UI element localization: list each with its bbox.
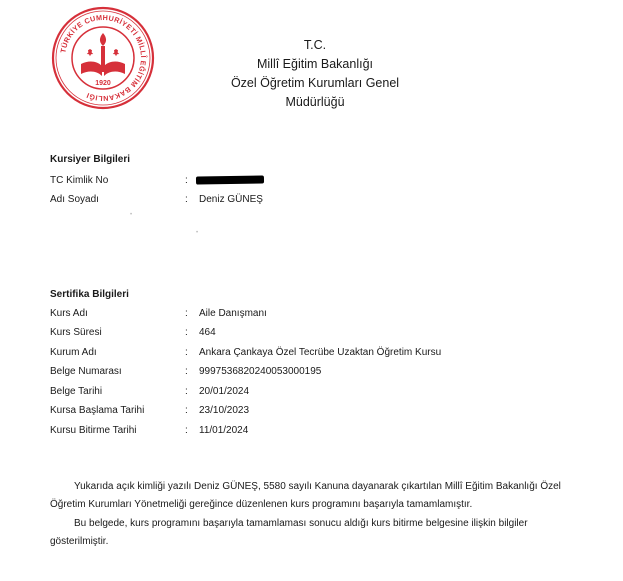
trainee-section-title: Kursiyer Bilgileri xyxy=(50,154,131,165)
separator: : xyxy=(185,405,188,416)
header-directorate: Özel Öğretim Kurumları Genel Müdürlüğü xyxy=(230,76,400,109)
full-name-value: Deniz GÜNEŞ xyxy=(199,194,263,205)
faint-mark: • xyxy=(130,212,133,218)
start-date-value: 23/10/2023 xyxy=(199,405,250,416)
paragraph-line: gösterilmiştir. xyxy=(50,536,109,547)
document-header xyxy=(200,36,430,112)
certificate-section-title: Sertifika Bilgileri xyxy=(50,289,129,300)
institution-name-value: Ankara Çankaya Özel Tecrübe Uzaktan Öğretim Kursu xyxy=(199,347,442,358)
separator: : xyxy=(185,347,188,358)
full-name-label: Adı Soyadı xyxy=(50,194,99,205)
paragraph-line: Yukarıda açık kimliği yazılı Deniz GÜNEŞ, 5580 sayılı Kanuna dayanarak çıkartılan Millî Eğitim Bakanlığı Özel xyxy=(74,481,561,492)
end-date-value: 11/01/2024 xyxy=(199,425,249,436)
document-number-value: 9997536820240053000195 xyxy=(199,366,322,377)
header-ministry: Millî Eğitim Bakanlığı xyxy=(256,57,373,71)
ministry-emblem-logo xyxy=(51,6,155,110)
course-duration-label: Kurs Süresi xyxy=(50,327,102,338)
separator: : xyxy=(185,175,188,186)
document-date-value: 20/01/2024 xyxy=(199,386,250,397)
document-date-label: Belge Tarihi xyxy=(50,386,103,397)
svg-text:TÜRKİYE CUMHURİYETİ MİLLÎ EĞİT: TÜRKİYE CUMHURİYETİ MİLLÎ EĞİTİM BAKANLIĞI xyxy=(58,12,149,104)
separator: : xyxy=(185,386,188,397)
completion-paragraph xyxy=(50,478,570,514)
separator: : xyxy=(185,425,188,436)
course-duration-value: 464 xyxy=(199,327,216,338)
tc-number-label: TC Kimlik No xyxy=(50,175,109,186)
information-paragraph xyxy=(50,515,570,551)
course-name-value: Aile Danışmanı xyxy=(199,308,267,319)
separator: : xyxy=(185,327,188,338)
paragraph-line: Bu belgede, kurs programını başarıyla tamamlaması sonucu aldığı kurs bitirme belgesine ilişkin bilgiler xyxy=(74,518,528,529)
end-date-label: Kursu Bitirme Tarihi xyxy=(50,425,137,436)
start-date-label: Kursa Başlama Tarihi xyxy=(50,405,145,416)
svg-text:1920: 1920 xyxy=(95,80,111,87)
separator: : xyxy=(185,194,188,205)
course-name-label: Kurs Adı xyxy=(50,308,88,319)
paragraph-line: Öğretim Kurumları Yönetmeliği gereğince düzenlenen kurs programını başarıyla tamamlamıştır. xyxy=(50,499,473,510)
institution-name-label: Kurum Adı xyxy=(50,347,97,358)
separator: : xyxy=(185,308,188,319)
document-number-label: Belge Numarası xyxy=(50,366,122,377)
faint-mark: • xyxy=(196,230,199,236)
separator: : xyxy=(185,366,188,377)
redacted-block xyxy=(196,175,264,184)
header-country: T.C. xyxy=(303,38,327,52)
